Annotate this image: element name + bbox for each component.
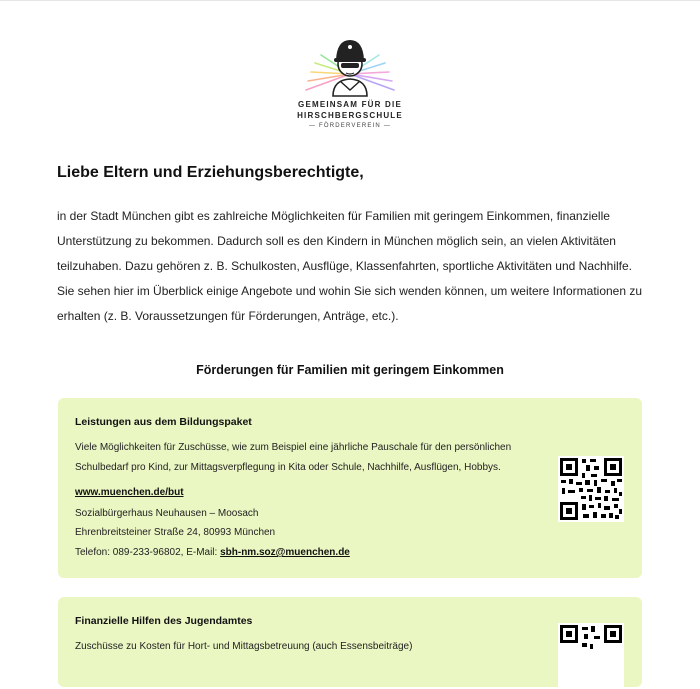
card-bildungspaket (58, 398, 642, 578)
logo (297, 34, 403, 134)
logo-subtitle: — FÖRDERVEREIN — (308, 123, 392, 129)
qr-code-icon (558, 623, 624, 689)
greeting-heading: Liebe Eltern und Erziehungsberechtigte, (57, 164, 364, 181)
intro-paragraph: in der Stadt München gibt es zahlreiche Möglichkeiten für Familien mit geringem Einkommen, finanzielle Unterstützung zu bekommen. Dadurch soll es den Kindern in München möglich sein, an vielen Aktivitäten teilzuhaben. Dazu gehören z. B. Schulkosten, Ausflüge, Klassenfahrten, sportliche Aktivitäten und Nachhilfe. Sie sehen hier im Überblick einige Angebote und wohin Sie sich wenden können, um weitere Informationen zu erhalten (z. B. Voraussetzungen für Förderungen, Anträge, etc.). (57, 209, 643, 323)
card-text: Zuschüsse zu Kosten für Hort- und Mittagsbetreuung (auch Essensbeiträge) (75, 641, 413, 652)
card-contact (75, 547, 350, 558)
card-jugendamt (58, 597, 642, 687)
card-title: Leistungen aus dem Bildungspaket (75, 416, 252, 428)
qr-code-icon (558, 456, 624, 522)
card-address: Ehrenbreitsteiner Straße 24, 80993 München (75, 527, 276, 538)
card-link[interactable]: www.muenchen.de/but (75, 487, 184, 498)
logo-text-line2: HIRSCHBERGSCHULE (297, 111, 403, 120)
section-title: Förderungen für Familien mit geringem Einkommen (196, 363, 504, 377)
card-title: Finanzielle Hilfen des Jugendamtes (75, 615, 253, 627)
phone-label: Telefon: 089-233-96802, E-Mail: (75, 547, 221, 558)
card-office: Sozialbürgerhaus Neuhausen – Moosach (75, 508, 259, 519)
top-divider (0, 0, 700, 1)
logo-figure-icon (300, 34, 400, 100)
card-text: Viele Möglichkeiten für Zuschüsse, wie zum Beispiel eine jährliche Pauschale für den persönlichen Schulbedarf pro Kind, zur Mittagsverpflegung in Kita oder Schule, Nachhilfe, Ausflügen, Hobbys. (75, 442, 512, 473)
email-link[interactable]: sbh-nm.soz@muenchen.de (220, 547, 350, 558)
logo-text-line1: GEMEINSAM FÜR DIE (298, 100, 402, 109)
